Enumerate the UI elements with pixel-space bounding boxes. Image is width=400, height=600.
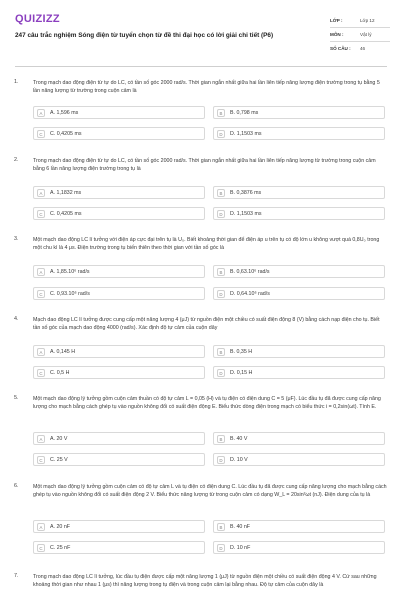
question-text: Một mạch dao động lý tưởng gồm cuộn cảm có độ tự cảm L và tụ điện có điện dung C. Lúc đầu tụ đã được cung cấp năng lượng cho mạch bằng cách ghép tụ vào nguồn không đổi có suất điện động 2 V. Biểu thức năng lượng từ trong cuộn cảm có dạng W_L = 20sin²ωt (nJ). Điện dung của tụ là: [33, 484, 387, 499]
option-letter: D: [217, 130, 225, 138]
option-text: A. 1,596 ms: [50, 110, 79, 116]
answer-option[interactable]: [33, 453, 205, 466]
option-letter: A: [37, 268, 45, 276]
question-number: 2.: [14, 157, 19, 163]
option-text: C. 0,93.10⁶ rad/s: [50, 291, 90, 297]
worksheet-header: [0, 0, 400, 62]
answer-option[interactable]: [33, 186, 205, 199]
meta-value: Vật lý: [360, 32, 372, 37]
option-text: B. 0,35 H: [230, 349, 253, 355]
option-text: C. 25 nF: [50, 545, 71, 551]
option-letter: B: [217, 523, 225, 531]
option-text: B. 0,3876 ms: [230, 190, 262, 196]
option-letter: C: [37, 290, 45, 298]
option-letter: A: [37, 348, 45, 356]
meta-key: MÔN :: [330, 32, 344, 37]
option-letter: A: [37, 435, 45, 443]
meta-row-class: [330, 14, 390, 28]
answer-option[interactable]: [33, 345, 205, 358]
meta-value: 46: [360, 46, 366, 51]
option-letter: D: [217, 290, 225, 298]
option-letter: C: [37, 456, 45, 464]
answer-option[interactable]: [33, 207, 205, 220]
answer-option[interactable]: [33, 541, 205, 554]
option-text: C. 0,4205 ms: [50, 131, 82, 137]
option-letter: C: [37, 369, 45, 377]
question-text: Trong mạch dao động điện từ tự do LC, có tần số góc 2000 rad/s. Thời gian ngắn nhất giữa hai lần liên tiếp năng lượng điện trường trong tụ bằng 5 lần năng lượng từ trường trong cuộn cảm là: [33, 80, 380, 95]
meta-key: LỚP :: [330, 18, 343, 23]
question-text: Trong mạch dao động điện từ tự do LC, có tần số góc 2000 rad/s. Thời gian ngắn nhất giữa hai lần liên tiếp năng lượng từ trường trong cuộn cảm bằng 6 lần năng lượng điện trường trong tụ là: [33, 158, 376, 173]
option-text: A. 20 V: [50, 436, 68, 442]
answer-option[interactable]: [33, 366, 205, 379]
worksheet-meta: [330, 14, 390, 55]
meta-value: Lớp 12: [360, 18, 375, 23]
option-text: B. 0,798 ms: [230, 110, 259, 116]
option-text: B. 40 nF: [230, 524, 251, 530]
answer-option[interactable]: [213, 366, 385, 379]
answer-option[interactable]: [213, 207, 385, 220]
answer-option[interactable]: [213, 520, 385, 533]
question-number: 6.: [14, 483, 19, 489]
answer-option[interactable]: [213, 345, 385, 358]
question-number: 3.: [14, 236, 19, 242]
quizizz-logo: QUIZIZZ: [15, 13, 60, 25]
answer-option[interactable]: [33, 432, 205, 445]
option-text: D. 10 nF: [230, 545, 251, 551]
option-text: A. 1,85.10⁶ rad/s: [50, 269, 90, 275]
option-letter: D: [217, 369, 225, 377]
meta-row-subject: [330, 28, 390, 42]
option-text: D. 1,1503 ms: [230, 211, 262, 217]
option-text: C. 0,4205 ms: [50, 211, 82, 217]
answer-option[interactable]: [213, 186, 385, 199]
answer-option[interactable]: [33, 287, 205, 300]
question-text: Trong mạch dao động LC lí tưởng, lúc đầu tụ điện được cấp một năng lượng 1 (μJ) từ nguồn điện một chiều có suất điện động 4 V. Cứ sau những khoảng thời gian như nhau 1 (μs) thì năng lượng trong tụ điện và trong cuộn cảm lại bằng nhau. Độ tự cảm của cuộn dây là: [33, 574, 377, 589]
option-text: D. 0,15 H: [230, 370, 253, 376]
option-text: B. 40 V: [230, 436, 248, 442]
option-letter: D: [217, 210, 225, 218]
option-letter: A: [37, 109, 45, 117]
question-number: 7.: [14, 573, 19, 579]
option-text: A. 0,145 H: [50, 349, 76, 355]
option-letter: C: [37, 544, 45, 552]
answer-option[interactable]: [33, 265, 205, 278]
option-letter: D: [217, 456, 225, 464]
option-text: C. 25 V: [50, 457, 68, 463]
option-letter: A: [37, 189, 45, 197]
option-text: D. 10 V: [230, 457, 248, 463]
option-letter: B: [217, 435, 225, 443]
question-text: Một mạch dao động lý tưởng gồm cuộn cảm thuần có độ tự cảm L = 0,05 (H) và tụ điện có điện dung C = 5 (μF). Lúc đầu tụ đã được cung cấp năng lượng cho mạch bằng cách ghép tụ vào nguồn không đổi có suất điện động E. Biểu thức dòng điện trong mạch có biểu thức i = 0,2sin(ωt). Tính E.: [33, 396, 381, 411]
answer-option[interactable]: [213, 127, 385, 140]
meta-key: SỐ CÂU :: [330, 46, 351, 51]
header-divider: [15, 66, 387, 67]
answer-option[interactable]: [213, 265, 385, 278]
option-letter: C: [37, 130, 45, 138]
option-letter: A: [37, 523, 45, 531]
question-text: Mạch dao động LC lí tưởng được cung cấp một năng lượng 4 (μJ) từ nguồn điện một chiều có suất điện động 8 (V) bằng cách nạp điện cho tụ. Biết tần số góc của mạch dao động 4000 (rad/s). Xác định độ tự cảm của cuộn dây: [33, 317, 380, 332]
option-letter: B: [217, 268, 225, 276]
question-number: 5.: [14, 395, 19, 401]
question-text: Một mạch dao động LC lí tưởng với điện áp cực đại trên tụ là U₀. Biết khoảng thời gian để điện áp u trên tụ có độ lớn u không vượt quá 0,8U₀ trong một chu kì là 4 μs. Điện trường trong tụ biến thiên theo thời gian với tần số góc là: [33, 237, 380, 252]
option-letter: B: [217, 189, 225, 197]
option-text: A. 1,1832 ms: [50, 190, 82, 196]
option-text: A. 20 nF: [50, 524, 71, 530]
worksheet-title: 247 câu trắc nghiệm Sóng điện từ tuyển chọn từ đề thi đại học có lời giải chi tiết (P6): [15, 32, 274, 39]
option-text: D. 0,64.10⁶ rad/s: [230, 291, 270, 297]
option-letter: D: [217, 544, 225, 552]
option-letter: C: [37, 210, 45, 218]
question-number: 1.: [14, 79, 19, 85]
answer-option[interactable]: [213, 432, 385, 445]
answer-option[interactable]: [33, 127, 205, 140]
meta-row-count: [330, 42, 390, 55]
answer-option[interactable]: [213, 541, 385, 554]
option-text: D. 1,1503 ms: [230, 131, 262, 137]
option-text: B. 0,63.10⁶ rad/s: [230, 269, 270, 275]
option-text: C. 0,5 H: [50, 370, 70, 376]
option-letter: B: [217, 109, 225, 117]
answer-option[interactable]: [213, 453, 385, 466]
answer-option[interactable]: [33, 520, 205, 533]
option-letter: B: [217, 348, 225, 356]
question-number: 4.: [14, 316, 19, 322]
answer-option[interactable]: [213, 106, 385, 119]
answer-option[interactable]: [33, 106, 205, 119]
answer-option[interactable]: [213, 287, 385, 300]
